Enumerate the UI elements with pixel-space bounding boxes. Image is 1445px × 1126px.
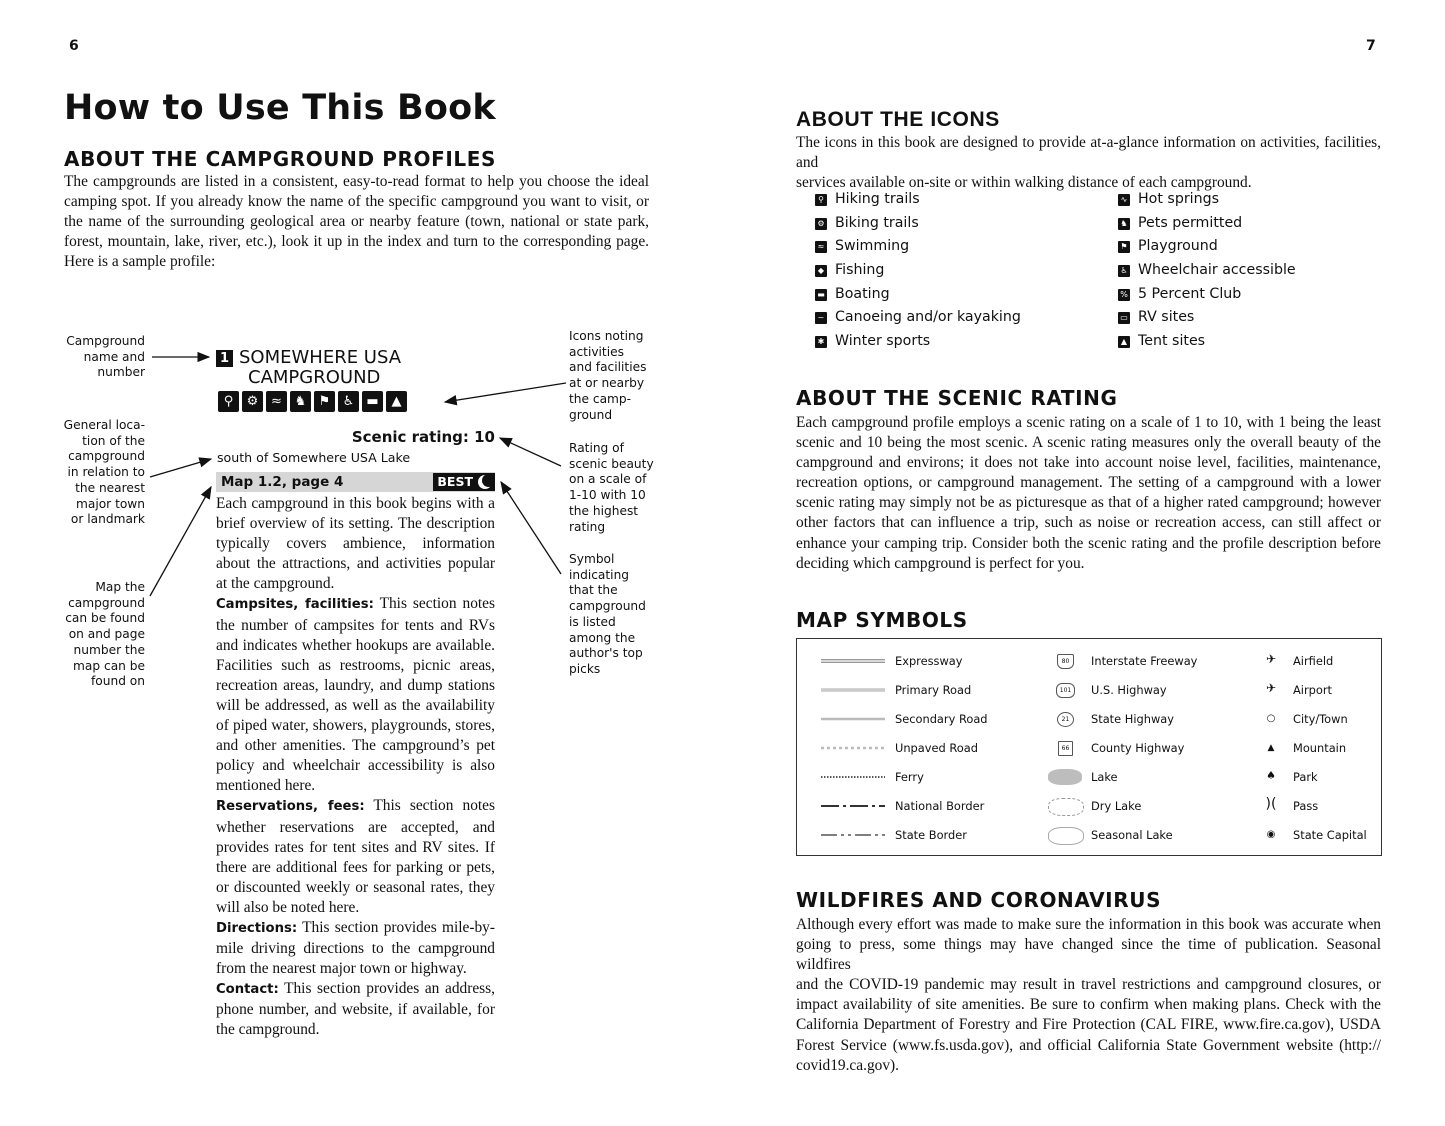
page-number: 7 bbox=[1366, 38, 1376, 54]
text-line: impact availability of site amenities. Be sure to confirm when making plans. Check with the bbox=[796, 996, 1381, 1014]
map-symbol-label: Pass bbox=[1293, 799, 1319, 813]
map-reference-bar bbox=[216, 472, 495, 492]
map-symbol-label: Dry Lake bbox=[1091, 799, 1142, 813]
map-symbol-label: State Border bbox=[895, 828, 967, 842]
contact-text: This section provides an address, phone number, and website, if available, for the campground. bbox=[216, 980, 495, 1039]
map-symbol-label: Secondary Road bbox=[895, 712, 988, 726]
annotation-line: number the bbox=[73, 642, 145, 657]
map-symbol-label: Expressway bbox=[895, 654, 963, 668]
legend-item bbox=[1118, 259, 1296, 283]
text-line: California Department of Forestry and Fire Protection (CAL FIRE, www.fire.ca.gov), USDA bbox=[796, 1016, 1381, 1034]
annotation-line: campground bbox=[569, 599, 646, 614]
map-reference: Map 1.2, page 4 bbox=[221, 474, 344, 490]
biking-icon: ⚙ bbox=[815, 218, 827, 230]
map-symbol-label: Unpaved Road bbox=[895, 741, 978, 755]
campsites-text: This section notes the number of campsites for tents and RVs and indicates whether hookups are available. Facilities such as restrooms, picnic areas, recreation areas, laundry, and dump stations will be addressed, as well as the availability of piped water, showers, playgrounds, stores, and other amenities. The campground’s pet policy and wheelchair accessibility is also mentioned here. bbox=[216, 595, 495, 795]
legend-label: 5 Percent Club bbox=[1138, 285, 1242, 302]
map-symbol-label: U.S. Highway bbox=[1091, 683, 1167, 697]
state-capital-icon: ◉ bbox=[1266, 829, 1276, 840]
arrow-rating bbox=[500, 438, 561, 466]
airport-icon: ✈ bbox=[1265, 681, 1277, 695]
annotation-line: map can be bbox=[73, 658, 145, 673]
annotation-line: scenic beauty bbox=[569, 456, 654, 471]
map-symbol-label: Interstate Freeway bbox=[1091, 654, 1198, 668]
best-label: BEST bbox=[437, 474, 473, 489]
profile-campsites bbox=[216, 594, 495, 796]
campground-number-badge: 1 bbox=[216, 350, 233, 367]
map-symbol-label: Airport bbox=[1293, 683, 1332, 697]
section-heading-icons: ABOUT THE ICONS bbox=[796, 108, 1000, 131]
text-line: Here is a sample profile: bbox=[64, 253, 216, 271]
pass-icon: )( bbox=[1265, 796, 1277, 812]
legend-item bbox=[815, 212, 1021, 236]
moon-icon bbox=[478, 475, 492, 489]
icons-intro bbox=[796, 133, 1381, 193]
legend-label: Canoeing and/or kayaking bbox=[835, 309, 1021, 326]
legend-item bbox=[815, 330, 1021, 354]
annotation-line: the nearest bbox=[75, 480, 145, 495]
canoe-icon: ~ bbox=[815, 312, 827, 324]
legend-label: Pets permitted bbox=[1138, 214, 1243, 231]
fishing-icon: ◆ bbox=[815, 265, 827, 277]
annotation-line: major town bbox=[76, 496, 145, 511]
pets-icon: ♞ bbox=[1118, 218, 1130, 230]
annotation-line: campground bbox=[68, 449, 145, 464]
legend-label: Boating bbox=[835, 285, 890, 302]
icon-legend-left bbox=[815, 188, 1021, 354]
legend-label: Biking trails bbox=[835, 214, 919, 231]
text-line: Although every effort was made to make sure the information in this book was accurate when bbox=[796, 916, 1381, 933]
left-page bbox=[0, 0, 722, 1126]
annotation-line: on a scale of bbox=[569, 472, 647, 487]
tent-icon: ▲ bbox=[1118, 336, 1130, 348]
arrow-symbol bbox=[501, 482, 561, 574]
annotation-line: Campground bbox=[66, 334, 145, 348]
text-line: The icons in this book are designed to provide at-a-glance information on activities, facilities, and bbox=[796, 134, 1381, 172]
campsites-label: Campsites, facilities: bbox=[216, 597, 374, 613]
section-heading-scenic: ABOUT THE SCENIC RATING bbox=[796, 386, 1118, 410]
legend-item bbox=[1118, 188, 1296, 212]
map-symbol-label: City/Town bbox=[1293, 712, 1348, 726]
boating-icon: ▬ bbox=[815, 289, 827, 301]
text-line: enhance your camping trip. Consider both the scenic rating and the profile description before bbox=[796, 534, 1381, 552]
map-symbols-legend bbox=[796, 638, 1382, 856]
county-highway-shield-icon: 66 bbox=[1058, 741, 1073, 756]
section-heading-profiles: ABOUT THE CAMPGROUND PROFILES bbox=[64, 147, 497, 171]
profile-location: south of Somewhere USA Lake bbox=[217, 450, 411, 465]
map-symbol-label: Airfield bbox=[1293, 654, 1334, 668]
arrow-icons bbox=[445, 383, 566, 402]
annotation-line: number bbox=[97, 365, 145, 380]
annotation-line: Symbol bbox=[569, 552, 615, 566]
annotation-line: at or nearby bbox=[569, 376, 645, 391]
section-heading-map-symbols: MAP SYMBOLS bbox=[796, 608, 968, 632]
legend-label: Wheelchair accessible bbox=[1138, 262, 1296, 279]
text-line: scenic and 10 being the most scenic. A scenic rating measures only the overall beauty of the bbox=[796, 434, 1381, 452]
map-symbol-label: Primary Road bbox=[895, 683, 972, 697]
airfield-icon: ✈ bbox=[1265, 652, 1277, 666]
scenic-rating: Scenic rating: 10 bbox=[351, 428, 495, 446]
profile-contact bbox=[216, 979, 495, 1040]
annotation-line: author's top bbox=[569, 646, 643, 661]
annotation-line: is listed bbox=[569, 614, 616, 629]
annotation-line: 1-10 with 10 bbox=[569, 488, 646, 503]
hiking-icon: ⚲ bbox=[815, 194, 827, 206]
legend-item bbox=[1118, 212, 1296, 236]
biking-icon: ⚙ bbox=[242, 391, 263, 412]
map-symbol-label: Park bbox=[1293, 770, 1318, 784]
playground-icon: ⚑ bbox=[1118, 241, 1130, 253]
annotation-line: the camp- bbox=[569, 391, 632, 406]
snowflake-icon: ✱ bbox=[815, 336, 827, 348]
annotation-line: indicating bbox=[569, 567, 630, 582]
hot-springs-icon: ∿ bbox=[1118, 194, 1130, 206]
map-symbol-label: Lake bbox=[1091, 770, 1118, 784]
map-symbol-label: County Highway bbox=[1091, 741, 1185, 755]
lake-icon bbox=[1048, 769, 1082, 785]
text-line: scenic rating may simply not be as picturesque as that of a higher rated campground; however bbox=[796, 494, 1381, 512]
legend-label: Tent sites bbox=[1138, 333, 1206, 350]
pets-icon: ♞ bbox=[290, 391, 311, 412]
arrow-map bbox=[150, 487, 211, 596]
wheelchair-icon: ♿ bbox=[1118, 265, 1130, 277]
annotation-line: Map the bbox=[95, 580, 145, 594]
legend-item bbox=[1118, 306, 1296, 330]
annotation-line: among the bbox=[569, 630, 636, 645]
mountain-icon: ▲ bbox=[1267, 743, 1275, 753]
directions-label: Directions: bbox=[216, 920, 298, 936]
profile-overview: Each campground in this book begins with a brief overview of its setting. The description typically covers ambience, information about the attractions, and activities popular at the campground. bbox=[216, 495, 495, 593]
text-line: going to press, some things may have changed since the time of publication. Seasonal wildfires bbox=[796, 936, 1381, 974]
map-symbol-label: National Border bbox=[895, 799, 985, 813]
legend-item bbox=[815, 283, 1021, 307]
right-page bbox=[722, 0, 1445, 1126]
swimming-icon: ≈ bbox=[266, 391, 287, 412]
text-line: Forest Service (www.fs.usda.gov), and official California State Government website (http:// bbox=[796, 1036, 1381, 1054]
legend-item bbox=[1118, 283, 1296, 307]
map-symbol-label: State Highway bbox=[1091, 712, 1174, 726]
map-symbol-label: Mountain bbox=[1293, 741, 1347, 755]
profile-body bbox=[216, 494, 495, 1041]
legend-item bbox=[815, 259, 1021, 283]
text-line: recreation options, or campground management. The setting of a campground with a lower bbox=[796, 474, 1381, 492]
map-symbol-label: State Capital bbox=[1293, 828, 1367, 842]
scenic-paragraph bbox=[796, 413, 1381, 574]
dry-lake-icon bbox=[1048, 798, 1084, 816]
text-line: camping spot. If you already know the name of the specific campground you want to visit, or bbox=[64, 193, 649, 211]
legend-item bbox=[815, 188, 1021, 212]
wildfires-paragraph bbox=[796, 915, 1381, 1076]
annotation-line: or landmark bbox=[70, 512, 145, 527]
text-line: the name of the surrounding geological area or nearby feature (town, national or state park, bbox=[64, 213, 649, 231]
map-symbol-label: Seasonal Lake bbox=[1091, 828, 1173, 842]
text-line: and the COVID-19 pandemic may result in travel restrictions and campground closures, or bbox=[796, 976, 1381, 994]
sample-profile-title bbox=[216, 348, 426, 388]
reservations-label: Reservations, fees: bbox=[216, 799, 365, 815]
annotation-line: Rating of bbox=[569, 441, 624, 455]
page-number: 6 bbox=[69, 38, 79, 54]
annotation-line: General loca- bbox=[63, 418, 145, 432]
annotation-line: that the bbox=[569, 583, 618, 598]
text-line: other factors that can influence a trip, such as noise or recreation access, can still affect or bbox=[796, 514, 1381, 532]
contact-label: Contact: bbox=[216, 982, 279, 998]
directions-text: This section provides mile-by-mile driving directions to the campground from the nearest major town or highway. bbox=[216, 918, 495, 978]
map-symbol-label: Ferry bbox=[895, 770, 924, 784]
legend-label: Playground bbox=[1138, 238, 1218, 255]
annotation-line: the highest bbox=[569, 503, 639, 518]
five-percent-club-icon: % bbox=[1118, 289, 1130, 301]
annotation-line: name and bbox=[83, 349, 145, 364]
legend-label: Swimming bbox=[835, 238, 910, 255]
legend-label: RV sites bbox=[1138, 309, 1195, 326]
legend-label: Winter sports bbox=[835, 333, 931, 350]
park-icon: ♠ bbox=[1266, 769, 1276, 782]
section-heading-wildfires: WILDFIRES AND CORONAVIRUS bbox=[796, 888, 1162, 912]
text-line: Each campground profile employs a scenic rating on a scale of 1 to 10, with 1 being the least bbox=[796, 414, 1381, 431]
annotation-line: tion of the bbox=[82, 433, 145, 448]
arrow-location bbox=[150, 459, 211, 477]
annotation-line: ground bbox=[569, 407, 613, 422]
campground-name-line1: SOMEWHERE USA bbox=[239, 347, 402, 368]
text-line: covid19.ca.gov). bbox=[796, 1056, 899, 1074]
campground-name-line2: CAMPGROUND bbox=[248, 367, 381, 388]
hiking-icon: ⚲ bbox=[218, 391, 239, 412]
annotation-line: Icons noting bbox=[569, 329, 644, 343]
profile-directions bbox=[216, 918, 495, 979]
annotation-line: in relation to bbox=[67, 465, 145, 480]
legend-label: Fishing bbox=[835, 262, 885, 279]
annotation-line: on and page bbox=[68, 627, 145, 642]
road-line-samples bbox=[819, 647, 899, 847]
city-town-icon: ○ bbox=[1266, 713, 1276, 724]
legend-item bbox=[1118, 235, 1296, 259]
icon-legend-right bbox=[1118, 188, 1296, 354]
us-highway-shield-icon: 101 bbox=[1056, 683, 1075, 698]
text-line: campground and environs; it does not take into account noise level, facilities, maintenance, bbox=[796, 454, 1381, 472]
rv-icon: ▭ bbox=[1118, 312, 1130, 324]
annotation-line: picks bbox=[569, 661, 601, 676]
wheelchair-icon: ♿ bbox=[338, 391, 359, 412]
legend-label: Hot springs bbox=[1138, 191, 1219, 207]
state-highway-shield-icon: 21 bbox=[1057, 712, 1074, 727]
swimming-icon: ≈ bbox=[815, 241, 827, 253]
seasonal-lake-icon bbox=[1048, 827, 1084, 845]
interstate-shield-icon: 80 bbox=[1057, 654, 1074, 669]
annotation-line: campground bbox=[68, 595, 145, 610]
text-line: deciding which campground is perfect for you. bbox=[796, 554, 1085, 572]
annotation-line: rating bbox=[569, 519, 606, 534]
playground-icon: ⚑ bbox=[314, 391, 335, 412]
legend-item bbox=[1118, 330, 1296, 354]
tent-icon: ▲ bbox=[386, 391, 407, 412]
annotation-line: found on bbox=[91, 674, 145, 689]
profile-icon-row bbox=[218, 391, 407, 412]
text-line: forest, mountain, lake, river, etc.), look it up in the index and turn to the corresponding page. bbox=[64, 233, 649, 251]
annotation-line: can be found bbox=[65, 611, 145, 626]
rv-icon: ▬ bbox=[362, 391, 383, 412]
text-line: The campgrounds are listed in a consistent, easy-to-read format to help you choose the ideal bbox=[64, 173, 649, 190]
page-title: How to Use This Book bbox=[64, 88, 496, 128]
reservations-text: This section notes whether reservations are accepted, and provides rates for tent sites and RV sites. If there are additional fees for parking or pets, or discounted weekly or seasonal rates, they will also be noted here. bbox=[216, 797, 495, 916]
best-badge bbox=[433, 473, 495, 491]
annotation-line: and facilities bbox=[569, 360, 647, 375]
annotation-line: activities bbox=[569, 344, 624, 359]
legend-label: Hiking trails bbox=[835, 191, 920, 207]
legend-item bbox=[815, 235, 1021, 259]
legend-item bbox=[815, 306, 1021, 330]
text-line: services available on-site or within walking distance of each campground. bbox=[796, 174, 1252, 192]
profile-reservations bbox=[216, 796, 495, 918]
